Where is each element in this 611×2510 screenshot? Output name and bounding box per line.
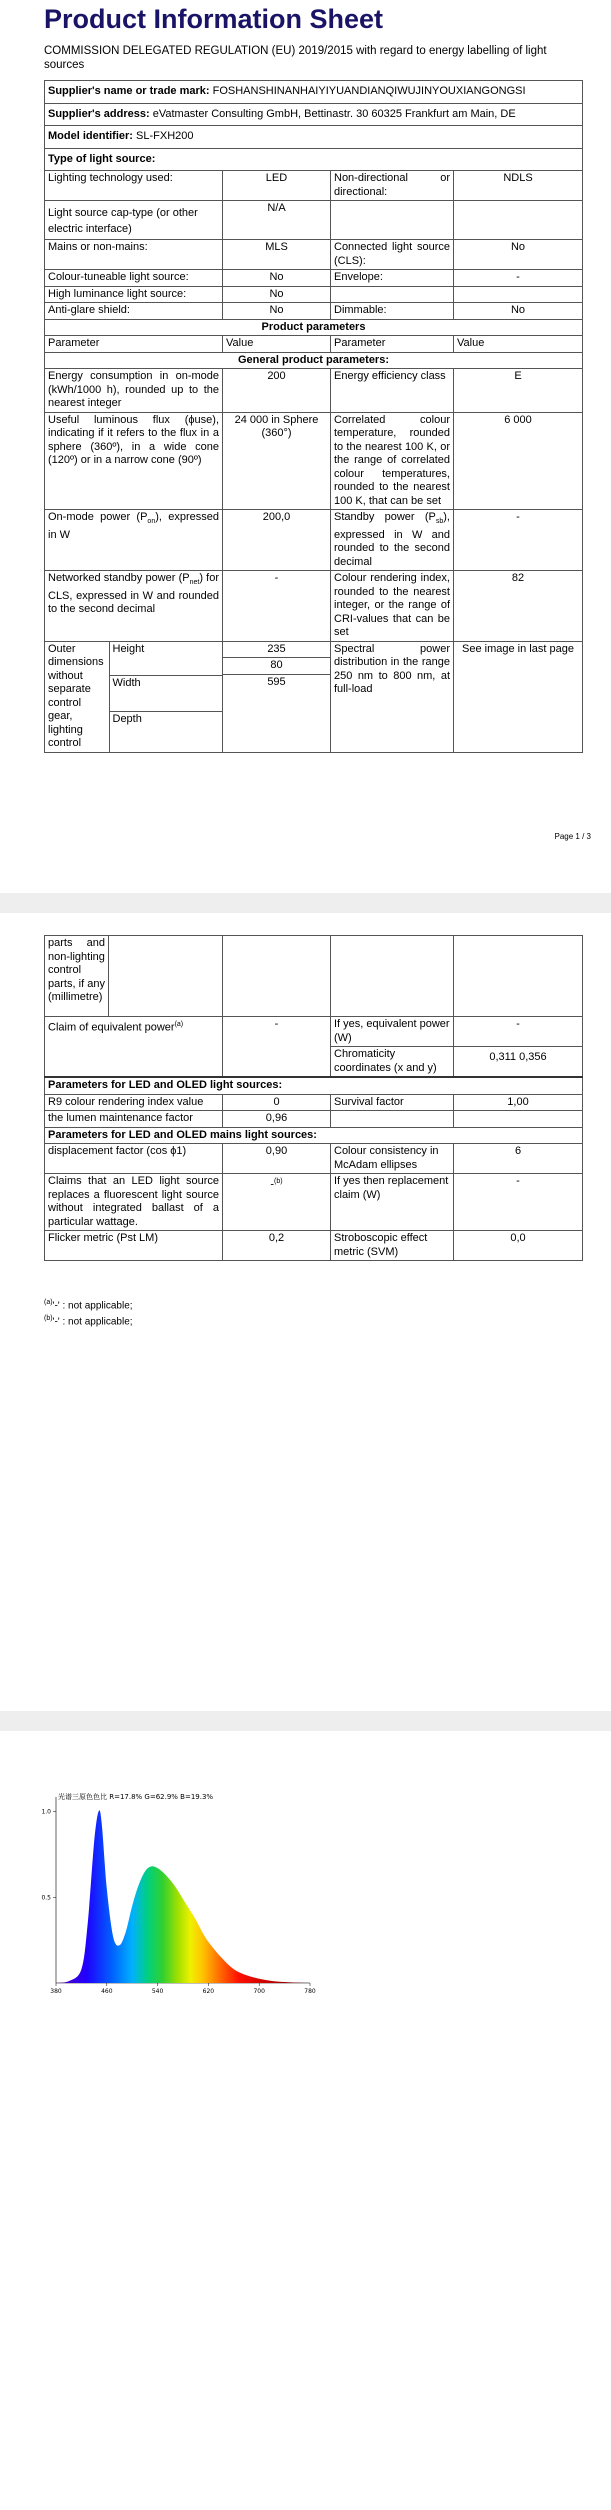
type-value: No [454,303,583,320]
table-row [45,270,583,287]
product-info-table-continued [44,935,583,1261]
type-label [331,201,454,240]
type-value: No [223,270,331,287]
lumen-maintenance-label: the lumen maintenance factor [45,1111,223,1128]
displacement-factor-label: displacement factor (cos ϕ1) [45,1144,223,1174]
table-row [45,1231,583,1261]
table-row [45,1174,583,1231]
colour-consistency-label: Colour consistency in McAdam ellipses [331,1144,454,1174]
table-row [45,1094,583,1111]
type-label: Anti-glare shield: [45,303,223,320]
type-label: Dimmable: [331,303,454,320]
lumen-maintenance-value: 0,96 [223,1111,331,1128]
spectrum-area [56,1810,310,1983]
standby-power-value: - [454,510,583,571]
depth-value: 595 [267,675,286,688]
depth-label: Depth [112,712,142,725]
product-parameters-heading: Product parameters [45,319,583,336]
supplier-address: eVatmaster Consulting GmbH, Bettinastr. 30 60325 Frankfurt am Main, DE [152,107,516,120]
table-row [45,369,583,413]
width-value: 80 [223,658,330,675]
table-row [45,510,583,571]
page-3 [0,1731,611,2510]
product-info-table [44,80,583,753]
table-row [45,240,583,270]
on-mode-power-label: On-mode power $(P_{on})$, expressed in W [45,510,223,571]
equivalent-power-value: - [454,1017,583,1047]
table-row [45,1111,583,1128]
type-value [454,201,583,240]
led-parameters-heading: Parameters for LED and OLED light sources: [45,1077,583,1094]
chart-title: 光谱三原色色比 R=17.8% G=62.9% B=19.3% [58,1793,214,1801]
standby-power-label: Standby power $(P_{sb})$, expressed in W and rounded to the second decimal [331,510,454,571]
supplier-name-label: Supplier's name or trade mark: [48,85,210,97]
type-label: High luminance light source: [45,286,223,303]
table-row [45,171,583,201]
energy-consumption-value: 200 [223,369,331,413]
y-tick-label: 0.5 [41,1894,51,1902]
stroboscopic-label: Stroboscopic effect metric (SVM) [331,1231,454,1261]
chromaticity-label: Chromaticity coordinates (x and y) [331,1047,454,1078]
survival-factor-label: Survival factor [331,1094,454,1111]
footnote-b: $^{(b)}$'-' : not applicable; [44,1315,133,1328]
width-label: Width [109,676,222,711]
table-row [45,641,583,752]
page-1 [0,0,611,893]
table-row [45,571,583,642]
table-row [45,1144,583,1174]
claim-equivalent-value: - [223,1017,331,1078]
regulation-text: COMMISSION DELEGATED REGULATION (EU) 2019/2015 with regard to energy labelling of light sources [44,45,547,71]
type-value: LED [223,171,331,201]
table-row [45,303,583,320]
luminous-flux-label: Useful luminous flux (ϕuse), indicating if it refers to the flux in a sphere (360º), in a wide cone (120º) or in a narrow cone (90º) [45,412,223,510]
page-number: Page 1 / 3 [554,832,591,841]
claim-equivalent-label: Claim of equivalent power$^{(a)}$ [45,1017,223,1078]
table-row [45,286,583,303]
type-value: MLS [223,240,331,270]
x-tick-label: 540 [151,1988,164,1995]
luminous-flux-value: 24 000 in Sphere (360°) [223,412,331,510]
displacement-factor-value: 0,90 [223,1144,331,1174]
replacement-claim-label: If yes then replacement claim (W) [331,1174,454,1231]
col-header-parameter: Parameter [45,336,223,353]
chromaticity-value: 0,311 0,356 [454,1047,583,1078]
type-label: Lighting technology used: [45,171,223,201]
model-label: Model identifier: [48,130,133,142]
spd-value: See image in last page [454,641,583,752]
type-label: Colour-tuneable light source: [45,270,223,287]
page-title: Product Information Sheet [44,4,384,34]
type-label: Light source cap-type (or other electric interface) [45,201,223,240]
type-label: Connected light source (CLS): [331,240,454,270]
table-row [45,201,583,240]
r9-label: R9 colour rendering index value [45,1094,223,1111]
spectrum-chart [38,1787,318,1997]
fluorescent-claim-label: Claims that an LED light source replaces a fluorescent light source without integrated ballast of a particular wattage. [45,1174,223,1231]
outer-dimensions-label: Outer dimensions without separate control gear, lighting control [45,642,109,752]
type-value: - [454,270,583,287]
x-tick-label: 460 [101,1988,113,1995]
x-tick-label: 380 [50,1988,62,1995]
cct-label: Correlated colour temperature, rounded to the nearest 100 K, or the range of correlated colour temperatures, rounded to the nearest 100 K, that can be set [331,412,454,510]
type-value: NDLS [454,171,583,201]
col-header-value: Value [454,336,583,353]
height-value: 235 [223,642,330,659]
equivalent-power-label: If yes, equivalent power (W) [331,1017,454,1047]
height-label: Height [109,642,222,676]
table-row [45,936,583,1017]
col-header-value: Value [223,336,331,353]
type-label [331,286,454,303]
energy-class-value: E [454,369,583,413]
networked-standby-value: - [223,571,331,642]
outer-dimensions-label-continued: parts and non-lighting control parts, if any (millimetre) [45,936,109,1016]
r9-value: 0 [223,1094,331,1111]
cct-value: 6 000 [454,412,583,510]
energy-class-label: Energy efficiency class [331,369,454,413]
fluorescent-claim-value: -$^{(b)}$ [223,1174,331,1231]
general-parameters-heading: General product parameters: [45,352,583,369]
x-tick-label: 780 [304,1988,316,1995]
replacement-claim-value: - [454,1174,583,1231]
x-tick-label: 700 [253,1988,265,1995]
col-header-parameter: Parameter [331,336,454,353]
on-mode-power-value: 200,0 [223,510,331,571]
type-label: Envelope: [331,270,454,287]
networked-standby-label: Networked standby power $(P_{net})$ for CLS, expressed in W and rounded to the second decimal [45,571,223,642]
supplier-address-label: Supplier's address: [48,107,150,120]
table-row [45,412,583,510]
flicker-metric-value: 0,2 [223,1231,331,1261]
type-value [454,286,583,303]
survival-factor-value: 1,00 [454,1094,583,1111]
flicker-metric-label: Flicker metric (Pst LM) [45,1231,223,1261]
y-tick-label: 1.0 [41,1808,51,1816]
energy-consumption-label: Energy consumption in on-mode (kWh/1000 h), rounded up to the nearest integer [45,369,223,413]
type-label: Non-directional or directional: [331,171,454,201]
type-value: No [223,303,331,320]
cri-label: Colour rendering index, rounded to the nearest integer, or the range of CRI-values that can be set [331,571,454,642]
colour-consistency-value: 6 [454,1144,583,1174]
type-value: No [223,286,331,303]
spd-label: Spectral power distribution in the range 250 nm to 800 nm, at full-load [331,641,454,752]
x-tick-label: 620 [202,1988,215,1995]
type-value: No [454,240,583,270]
model-identifier: SL-FXH200 [136,130,194,142]
footnote-a: $^{(a)}$'-' : not applicable; [44,1299,133,1312]
cri-value: 82 [454,571,583,642]
type-label: Mains or non-mains: [45,240,223,270]
supplier-name: FOSHANSHINANHAIYIYUANDIANQIWUJINYOUXIANGONGSI [212,85,526,97]
page-2 [0,913,611,1711]
mains-parameters-heading: Parameters for LED and OLED mains light sources: [45,1127,583,1144]
stroboscopic-value: 0,0 [454,1231,583,1261]
table-row [45,1017,583,1047]
type-value: N/A [223,201,331,240]
type-heading: Type of light source: [45,148,583,171]
